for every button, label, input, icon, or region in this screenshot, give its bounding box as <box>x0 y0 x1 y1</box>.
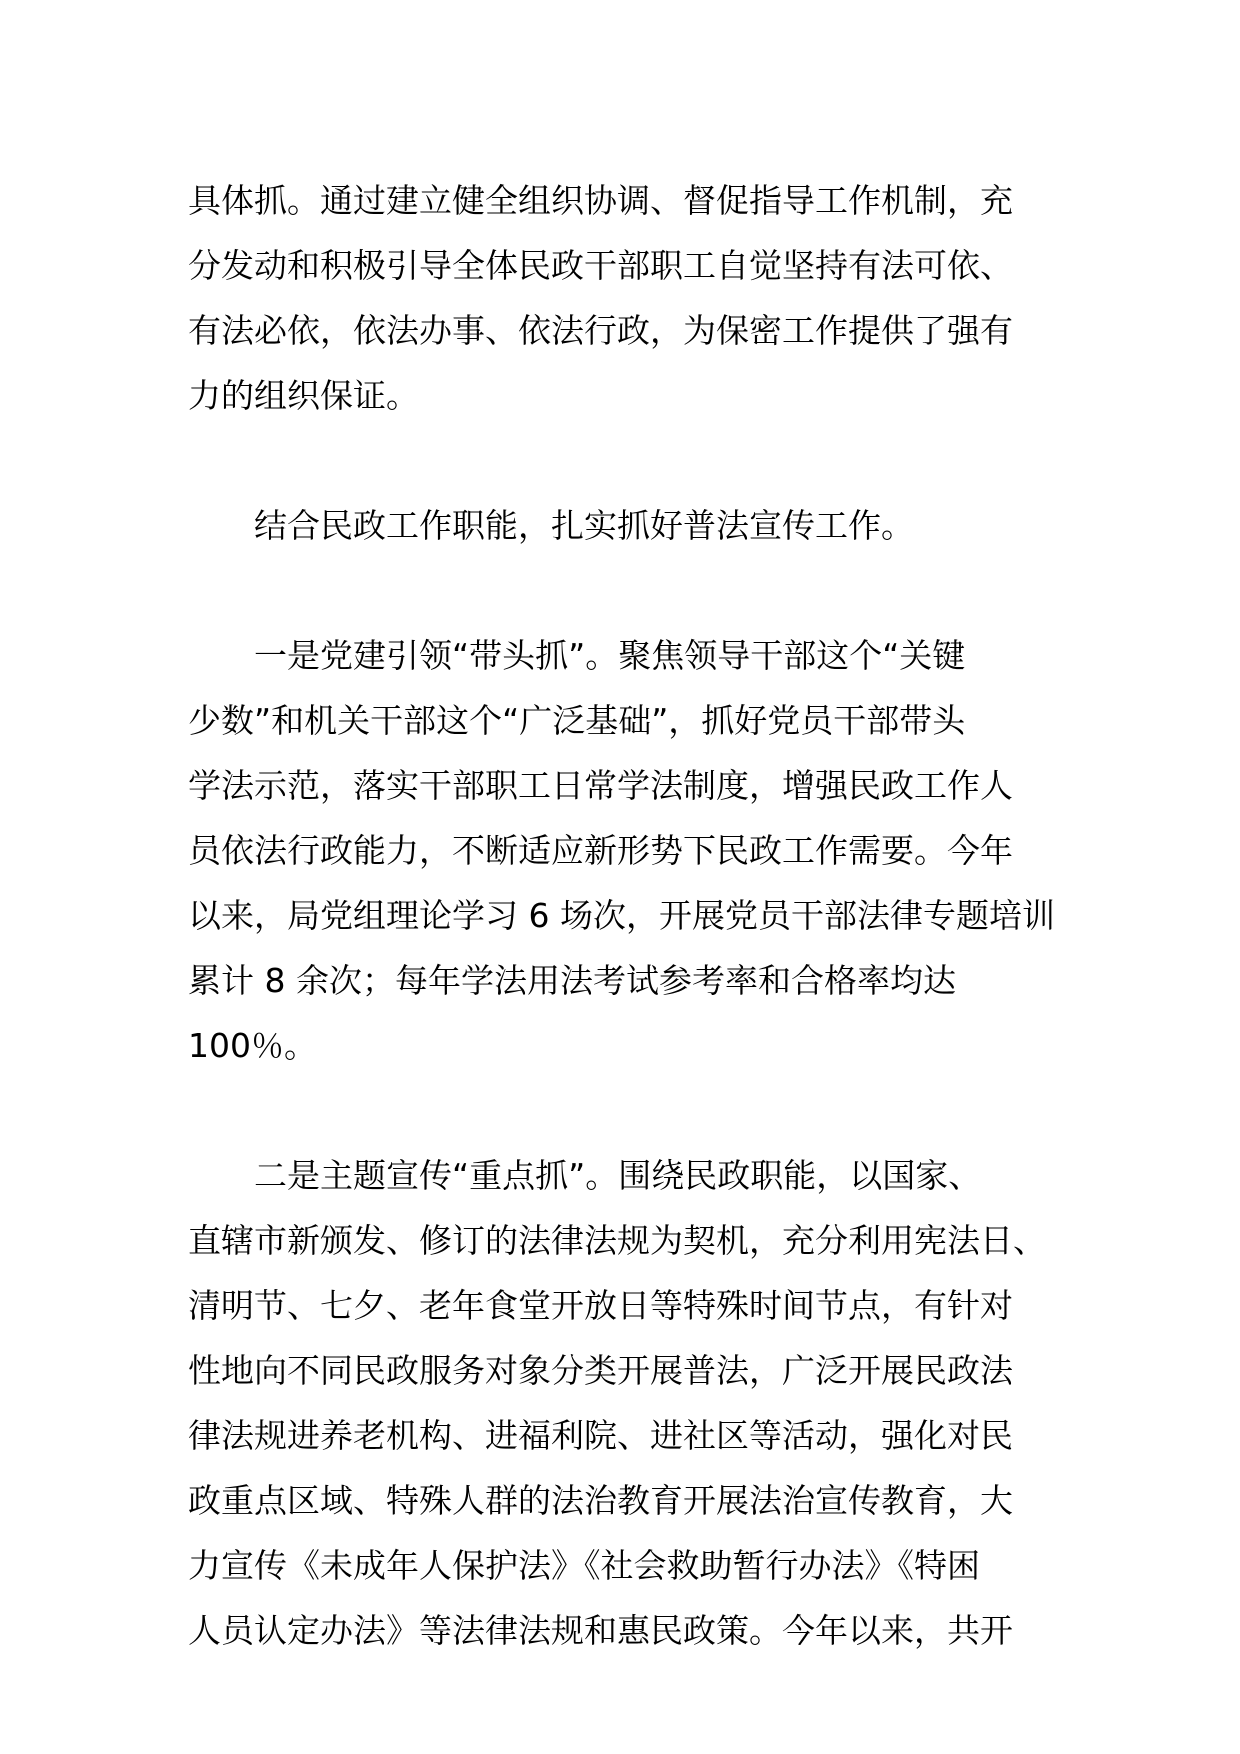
paragraph-2 <box>188 493 1068 558</box>
text-line: 100％。 <box>188 1026 317 1065</box>
text-line: 分发动和积极引导全体民政干部职工自觉坚持有法可依、 <box>188 246 1013 285</box>
paragraph-1 <box>188 168 1068 428</box>
text-line: 律法规进养老机构、进福利院、进社区等活动，强化对民 <box>188 1416 1013 1455</box>
text-line: 人员认定办法》等法律法规和惠民政策。今年以来，共开 <box>188 1611 1013 1650</box>
text-line: 结合民政工作职能，扎实抓好普法宣传工作。 <box>254 506 914 545</box>
text-line: 累计 8 余次；每年学法用法考试参考率和合格率均达 <box>188 961 956 1000</box>
text-line: 学法示范，落实干部职工日常学法制度，增强民政工作人 <box>188 766 1013 805</box>
text-line: 二是主题宣传“重点抓”。围绕民政职能，以国家、 <box>254 1156 982 1195</box>
document-body <box>188 168 1068 1663</box>
text-line: 直辖市新颁发、修订的法律法规为契机，充分利用宪法日、 <box>188 1221 1046 1260</box>
text-line: 具体抓。通过建立健全组织协调、督促指导工作机制，充 <box>188 181 1013 220</box>
text-line: 政重点区域、特殊人群的法治教育开展法治宣传教育，大 <box>188 1481 1013 1520</box>
text-line: 员依法行政能力，不断适应新形势下民政工作需要。今年 <box>188 831 1013 870</box>
paragraph-4 <box>188 1143 1068 1663</box>
text-line: 少数”和机关干部这个“广泛基础”，抓好党员干部带头 <box>188 701 966 740</box>
text-line: 以来，局党组理论学习 6 场次，开展党员干部法律专题培训 <box>188 896 1055 935</box>
paragraph-3 <box>188 623 1068 1078</box>
text-line: 力宣传《未成年人保护法》《社会救助暂行办法》《特困 <box>188 1546 980 1585</box>
text-line: 有法必依，依法办事、依法行政，为保密工作提供了强有 <box>188 311 1013 350</box>
text-line: 一是党建引领“带头抓”。聚焦领导干部这个“关键 <box>254 636 966 675</box>
text-line: 清明节、七夕、老年食堂开放日等特殊时间节点，有针对 <box>188 1286 1013 1325</box>
paragraph-spacing <box>188 558 1068 623</box>
text-line: 性地向不同民政服务对象分类开展普法，广泛开展民政法 <box>188 1351 1013 1390</box>
text-line: 力的组织保证。 <box>188 376 419 415</box>
paragraph-spacing <box>188 1078 1068 1143</box>
paragraph-spacing <box>188 428 1068 493</box>
